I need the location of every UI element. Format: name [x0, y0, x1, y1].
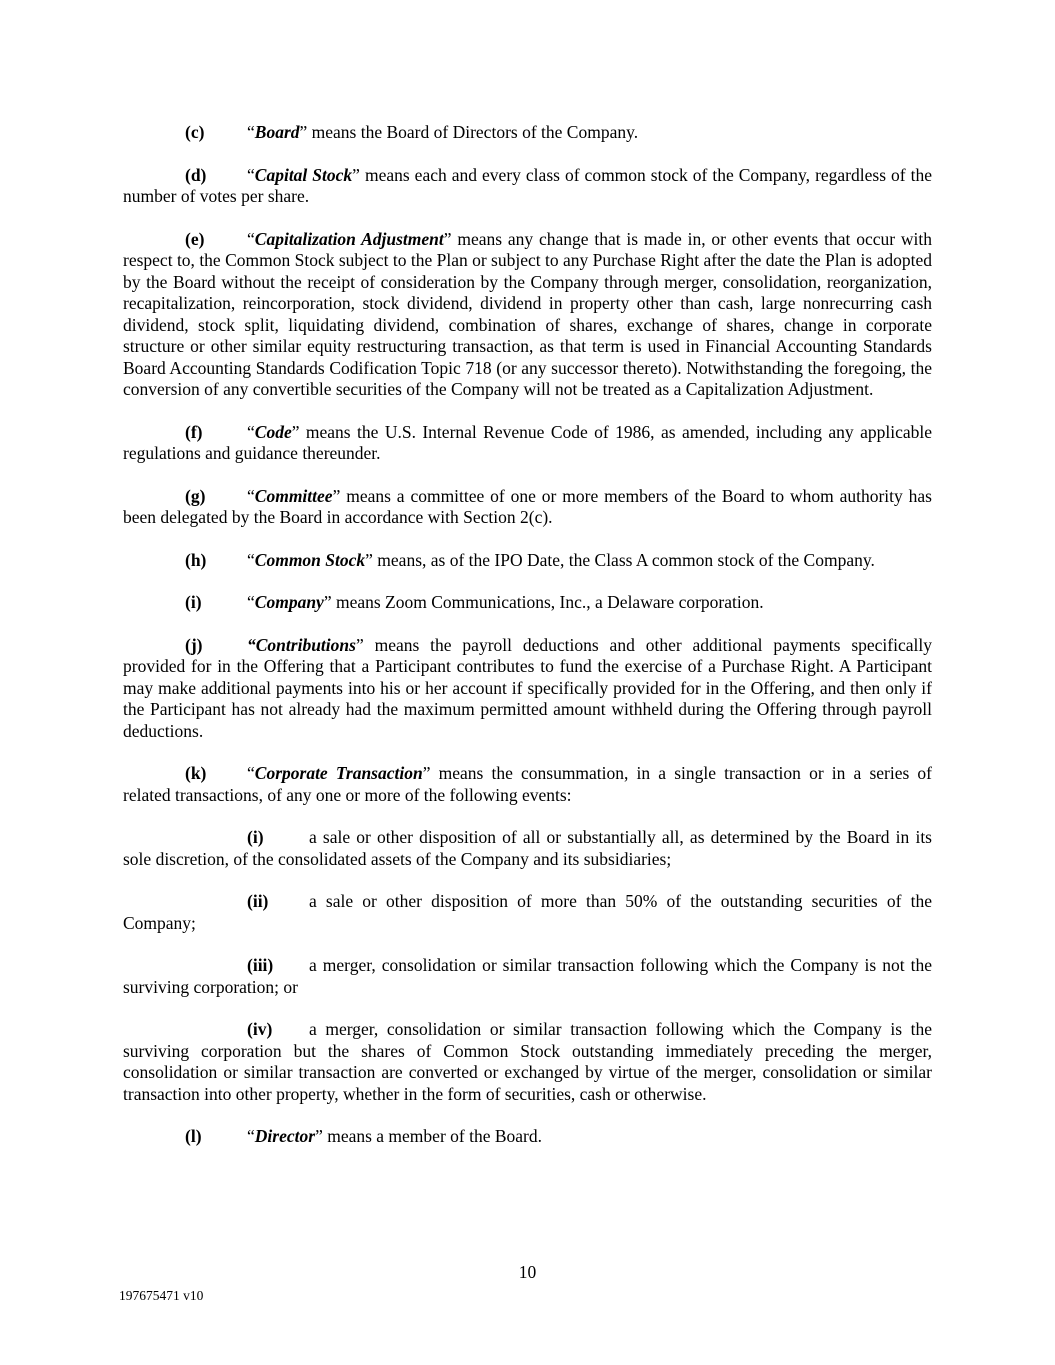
definition-text: ” means a member of the Board. [315, 1126, 542, 1146]
definition-text: ” means the Board of Directors of the Company. [299, 122, 639, 142]
definition-text: ” means the U.S. Internal Revenue Code of 1986, as amended, including any applicable regulations and guidance thereunder. [123, 421, 932, 463]
definition-k [123, 763, 932, 806]
clause-label: (d) [185, 164, 207, 185]
defined-term: Code [254, 421, 292, 442]
definition-l [123, 1126, 932, 1148]
defined-term: Board [254, 122, 300, 142]
clause-label: (h) [185, 549, 207, 570]
defined-term: Director [254, 1126, 316, 1146]
definition-e [123, 229, 932, 401]
clause-label: (iv) [247, 1019, 273, 1039]
open-quote: “ [247, 763, 255, 783]
subclause-i [123, 827, 932, 870]
clause-label: (k) [185, 763, 207, 783]
definition-h [123, 550, 932, 572]
clause-label: (e) [185, 228, 205, 249]
open-quote: “ [247, 485, 255, 506]
clause-label: (f) [185, 421, 203, 442]
definition-i [123, 592, 932, 614]
open-quote: “ [247, 592, 255, 612]
defined-term: “Contributions [247, 634, 356, 655]
clause-label: (ii) [247, 891, 269, 911]
subclause-text: a merger, consolidation or similar transaction following which the Company is not the surviving corporation; or [123, 955, 932, 997]
open-quote: “ [247, 421, 255, 442]
definition-d [123, 165, 932, 208]
open-quote: “ [247, 122, 255, 142]
clause-label: (iii) [247, 955, 274, 975]
definition-text: ” means any change that is made in, or other events that occur with respect to, the Common Stock subject to the Plan or subject to any Purchase Right after the date the Plan is adopted by the Board without the receipt of consideration by the Company through merger, consolidation, reorganization, recapitalization, reincorporation, stock dividend, dividend in property other than cash, large nonrecurring cash dividend, stock split, liquidating dividend, combination of shares, exchange of shares, change in corporate structure or other similar equity restructuring transaction, as that term is used in Financial Accounting Standards Board Accounting Standards Codification Topic 718 (or any successor thereto). Notwithstanding the foregoing, the conversion of any convertible securities of the Company will not be treated as a Capitalization Adjustment. [123, 228, 932, 399]
subclause-text: a sale or other disposition of more than 50% of the outstanding securities of the Company; [123, 891, 932, 933]
definition-j [123, 635, 932, 743]
subclause-iv [123, 1019, 932, 1105]
clause-label: (g) [185, 485, 206, 506]
definition-text: ” means, as of the IPO Date, the Class A common stock of the Company. [365, 549, 875, 570]
open-quote: “ [247, 228, 255, 249]
clause-label: (j) [185, 634, 203, 655]
document-id-footer: 197675471 v10 [119, 1288, 204, 1303]
definition-text: ” means the payroll deductions and other additional payments specifically provided for in the Offering that a Participant contributes to fund the exercise of a Purchase Right. A Participant may make additional payments into his or her account if specifically provided for in the Offering, and then only if the Participant has not already had the maximum permitted amount withheld during the Offering through payroll deductions. [123, 634, 932, 741]
subclause-iii [123, 955, 932, 998]
defined-term: Capital Stock [254, 164, 353, 185]
open-quote: “ [247, 1126, 255, 1146]
clause-label: (l) [185, 1126, 202, 1146]
defined-term: Corporate Transaction [254, 763, 423, 783]
defined-term: Capitalization Adjustment [254, 228, 444, 249]
clause-label: (i) [247, 827, 264, 847]
clause-label: (c) [185, 122, 205, 142]
defined-term: Common Stock [254, 549, 366, 570]
definition-text: ” means a committee of one or more members of the Board to whom authority has been delegated by the Board in accordance with Section 2(c). [123, 485, 932, 527]
subclause-text: a merger, consolidation or similar transaction following which the Company is the surviving corporation but the shares of Common Stock outstanding immediately preceding the merger, consolidation or similar transaction are converted or exchanged by virtue of the merger, consolidation or similar transaction into other property, whether in the form of securities, cash or otherwise. [123, 1019, 932, 1104]
subclause-text: a sale or other disposition of all or substantially all, as determined by the Board in its sole discretion, of the consolidated assets of the Company and its subsidiaries; [123, 827, 932, 869]
page-number: 10 [518, 1262, 537, 1282]
document-body [123, 122, 932, 1169]
open-quote: “ [247, 164, 255, 185]
definition-text: ” means the consummation, in a single transaction or in a series of related transactions, of any one or more of the following events: [123, 763, 933, 805]
definition-f [123, 422, 932, 465]
defined-term: Company [254, 592, 324, 612]
definition-text: ” means each and every class of common stock of the Company, regardless of the number of votes per share. [123, 164, 932, 206]
open-quote: “ [247, 549, 255, 570]
clause-label: (i) [185, 592, 202, 612]
definition-g [123, 486, 932, 529]
defined-term: Committee [254, 485, 333, 506]
definition-c [123, 122, 932, 144]
definition-text: ” means Zoom Communications, Inc., a Delaware corporation. [323, 592, 764, 612]
subclause-ii [123, 891, 932, 934]
